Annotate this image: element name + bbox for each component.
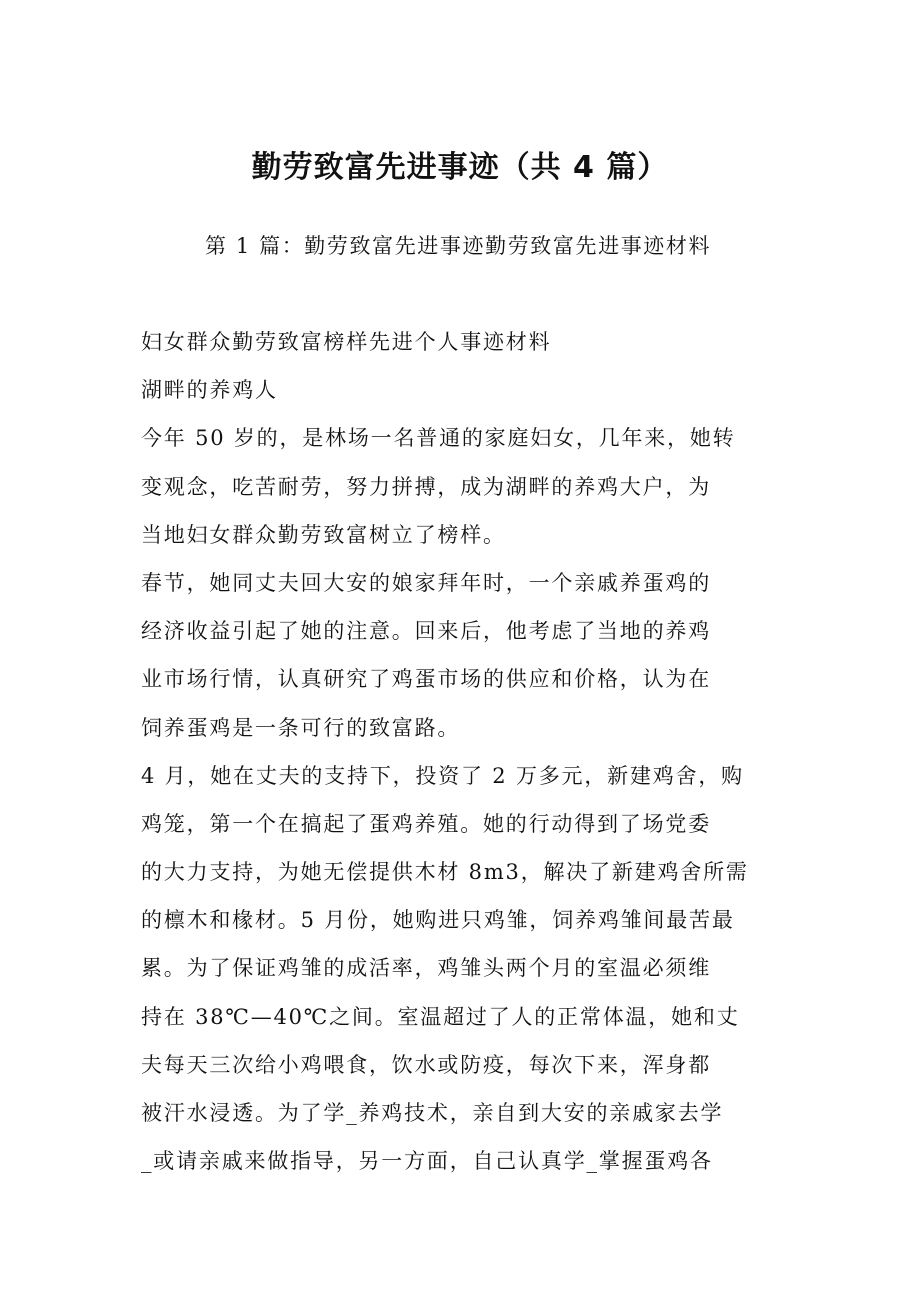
text-line: 妇女群众勤劳致富榜样先进个人事迹材料 [141, 330, 552, 354]
text-line: 变观念，吃苦耐劳，努力拼搏，成为湖畔的养鸡大户，为 [141, 474, 711, 499]
body-text [141, 325, 781, 1192]
text-line: 今年 50 岁的，是林场一名普通的家庭妇女，几年来，她转 [141, 426, 736, 451]
document-title: 勤劳致富先进事迹（共 4 篇） [251, 150, 669, 185]
section-heading: 第 1 篇：勤劳致富先进事迹勤劳致富先进事迹材料 [205, 234, 712, 258]
text-line: 持在 38℃—40℃之间。室温超过了人的正常体温，她和丈 [141, 1004, 740, 1029]
text-line: 的檩木和椽材。5 月份，她购进只鸡雏，饲养鸡雏间最苦最 [141, 908, 735, 933]
text-line: 湖畔的养鸡人 [141, 378, 278, 403]
text-line: 春节，她同丈夫回大安的娘家拜年时，一个亲戚养蛋鸡的 [141, 570, 711, 595]
text-line: 当地妇女群众勤劳致富树立了榜样。 [141, 522, 506, 547]
text-line: 夫每天三次给小鸡喂食，饮水或防疫，每次下来，浑身都 [141, 1052, 711, 1077]
text-line: _或请亲戚来做指导，另一方面，自己认真学_掌握蛋鸡各 [141, 1149, 713, 1174]
text-line: 累。为了保证鸡雏的成活率，鸡雏头两个月的室温必须维 [141, 956, 711, 981]
text-line: 鸡笼，第一个在搞起了蛋鸡养殖。她的行动得到了场党委 [141, 811, 711, 836]
text-line: 饲养蛋鸡是一条可行的致富路。 [141, 715, 461, 740]
text-line: 的大力支持，为她无偿提供木材 8m3，解决了新建鸡舍所需 [141, 860, 749, 885]
text-line: 被汗水浸透。为了学_养鸡技术，亲自到大安的亲戚家去学 [141, 1101, 724, 1125]
text-line: 4 月，她在丈夫的支持下，投资了 2 万多元，新建鸡舍，购 [141, 763, 744, 788]
text-line: 经济收益引起了她的注意。回来后，他考虑了当地的养鸡 [141, 619, 711, 644]
text-line: 业市场行情，认真研究了鸡蛋市场的供应和价格，认为在 [141, 667, 711, 692]
